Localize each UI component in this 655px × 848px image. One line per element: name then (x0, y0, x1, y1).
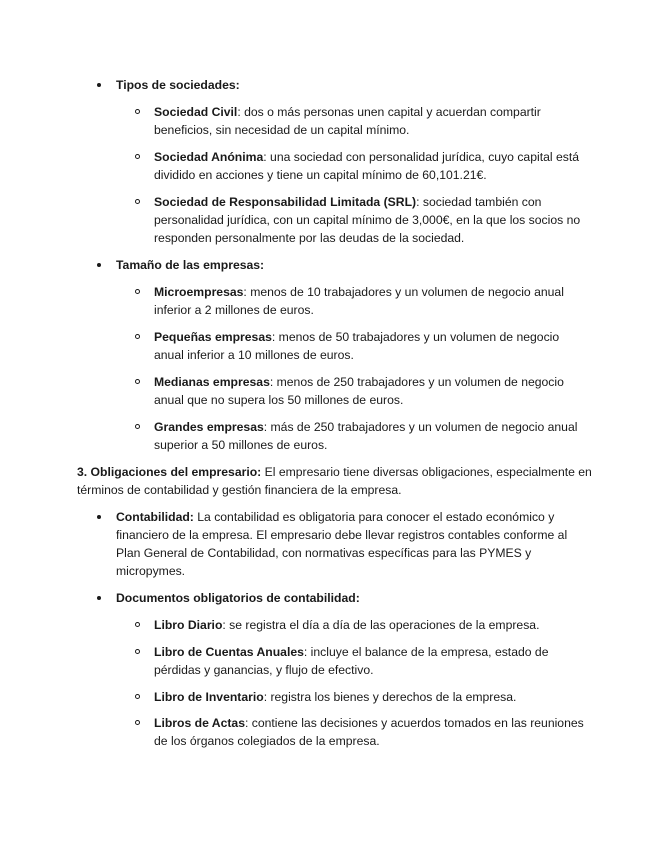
heading-tamano-empresas: Tamaño de las empresas: (116, 258, 265, 272)
bullet-tipos-sociedades (116, 76, 586, 94)
heading-documentos: Documentos obligatorios de contabilidad: (116, 591, 360, 605)
description: : una sociedad con personalidad jurídica, cuyo capital está dividido en acciones y tiene un capital mínimo de 60,101.21€. (154, 150, 579, 182)
list-item-srl (154, 193, 584, 247)
term: Libro de Inventario (154, 690, 264, 704)
description: : incluye el balance de la empresa, estado de pérdidas y ganancias, y flujo de efectivo. (154, 645, 549, 677)
list-item-libro-cuentas-anuales (154, 643, 584, 679)
list-item-sociedad-civil (154, 103, 584, 139)
description: La contabilidad es obligatoria para conocer el estado económico y financiero de la empresa. El empresario debe llevar registros contables conforme al Plan General de Contabilidad, con normativas específicas para las PYMES y micropymes. (116, 510, 568, 578)
list-item-libro-diario (154, 616, 584, 634)
heading-obligaciones: 3. Obligaciones del empresario: (77, 465, 262, 479)
bullet-tamano-empresas (116, 256, 586, 274)
list-item-libros-actas (154, 714, 584, 750)
heading-tipos-sociedades: Tipos de sociedades: (116, 78, 240, 92)
description: : menos de 250 trabajadores y un volumen de negocio anual que no supera los 50 millones de euros. (154, 375, 564, 407)
list-item-microempresas (154, 283, 584, 319)
paragraph-obligaciones (77, 463, 597, 499)
term: Libro de Cuentas Anuales (154, 645, 304, 659)
bullet-contabilidad (116, 508, 586, 580)
term: Contabilidad: (116, 510, 194, 524)
term: Sociedad de Responsabilidad Limitada (SRL) (154, 195, 417, 209)
description: : se registra el día a día de las operaciones de la empresa. (222, 618, 540, 632)
description: : dos o más personas unen capital y acuerdan compartir beneficios, sin necesidad de un capital mínimo. (154, 105, 541, 137)
term: Libros de Actas (154, 716, 245, 730)
description: : registra los bienes y derechos de la empresa. (263, 690, 517, 704)
term: Grandes empresas (154, 420, 264, 434)
list-item-libro-inventario (154, 688, 584, 706)
list-item-pequenas-empresas (154, 328, 584, 364)
description: : menos de 10 trabajadores y un volumen de negocio anual inferior a 2 millones de euros. (154, 285, 564, 317)
term: Sociedad Civil (154, 105, 238, 119)
list-item-medianas-empresas (154, 373, 584, 409)
list-item-sociedad-anonima (154, 148, 584, 184)
description: : sociedad también con personalidad jurídica, con un capital mínimo de 3,000€, en la que los socios no responden personalmente por las deudas de la sociedad. (154, 195, 581, 245)
term: Pequeñas empresas (154, 330, 272, 344)
bullet-documentos-obligatorios (116, 589, 586, 607)
term: Microempresas (154, 285, 244, 299)
description: : menos de 50 trabajadores y un volumen de negocio anual inferior a 10 millones de euros. (154, 330, 560, 362)
term: Medianas empresas (154, 375, 270, 389)
description: El empresario tiene diversas obligaciones, especialmente en términos de contabilidad y gestión financiera de la empresa. (77, 465, 592, 497)
list-item-grandes-empresas (154, 418, 584, 454)
description: : contiene las decisiones y acuerdos tomados en las reuniones de los órganos colegiados de la empresa. (154, 716, 584, 748)
description: : más de 250 trabajadores y un volumen de negocio anual superior a 50 millones de euros. (154, 420, 578, 452)
term: Libro Diario (154, 618, 223, 632)
term: Sociedad Anónima (154, 150, 264, 164)
